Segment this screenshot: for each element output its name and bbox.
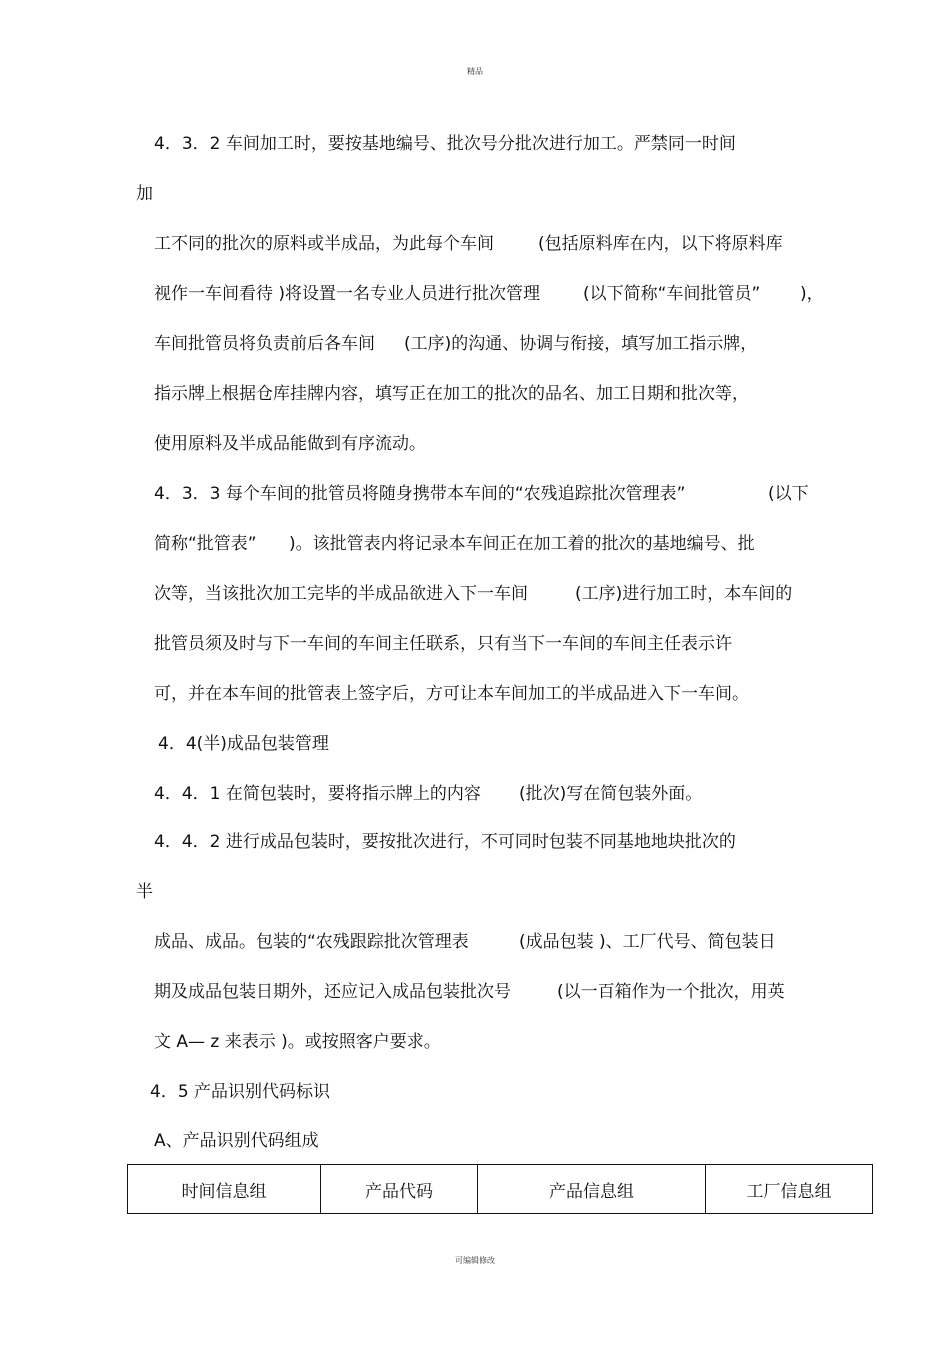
paragraph-4-3-3-line-4: 批管员须及时与下一车间的车间主任联系，只有当下一车间的车间主任表示许 bbox=[154, 634, 732, 654]
paragraph-4-3-2-line-7: 使用原料及半成品能做到有序流动。 bbox=[154, 434, 426, 454]
line-segment: (以下简称“车间批管员” bbox=[583, 284, 761, 304]
subsection-a-heading: A、产品识别代码组成 bbox=[154, 1131, 319, 1151]
paragraph-4-4-2-line-5: 文 A— z 来表示 )。或按照客户要求。 bbox=[154, 1032, 441, 1052]
table-cell-product-code: 产品代码 bbox=[321, 1165, 478, 1213]
line-segment: 车间批管员将负责前后各车间 bbox=[154, 334, 375, 354]
paragraph-4-3-2-line-2: 加 bbox=[136, 184, 153, 204]
paragraph-4-4-2-line-4 bbox=[0, 982, 950, 1002]
paragraph-4-4-1 bbox=[0, 784, 950, 804]
line-segment: (工序)的沟通、协调与衔接，填写加工指示牌， bbox=[404, 334, 758, 354]
paragraph-4-4-2-line-1: 4．4．2 进行成品包装时，要按批次进行，不可同时包装不同基地地块批次的 bbox=[154, 832, 736, 852]
line-segment: 4．3．3 每个车间的批管员将随身携带本车间的“农残追踪批次管理表” bbox=[154, 484, 686, 504]
table-cell-time-info: 时间信息组 bbox=[128, 1165, 321, 1213]
line-segment: (工序)进行加工时，本车间的 bbox=[575, 584, 793, 604]
section-4-4-heading: 4．4(半)成品包装管理 bbox=[158, 734, 329, 754]
line-segment: 4．4．1 在简包装时，要将指示牌上的内容 bbox=[154, 784, 481, 804]
line-segment: (包括原料库在内，以下将原料库 bbox=[538, 234, 783, 254]
paragraph-4-3-3-line-5: 可，并在本车间的批管表上签字后，方可让本车间加工的半成品进入下一车间。 bbox=[154, 684, 749, 704]
line-segment: 工不同的批次的原料或半成品，为此每个车间 bbox=[154, 234, 494, 254]
product-code-table bbox=[127, 1164, 873, 1214]
page-header: 精品 bbox=[467, 67, 483, 76]
page-footer: 可编辑修改 bbox=[455, 1256, 495, 1265]
paragraph-4-4-2-line-2: 半 bbox=[136, 882, 153, 902]
line-segment: 期及成品包装日期外，还应记入成品包装批次号 bbox=[154, 982, 511, 1002]
section-4-5-heading: 4．5 产品识别代码标识 bbox=[150, 1082, 331, 1102]
table-cell-product-info: 产品信息组 bbox=[478, 1165, 706, 1213]
paragraph-4-3-2-line-1: 4．3．2 车间加工时，要按基地编号、批次号分批次进行加工。严禁同一时间 bbox=[154, 134, 736, 154]
line-segment: )， bbox=[800, 284, 824, 304]
paragraph-4-3-2-line-5 bbox=[0, 334, 950, 354]
line-segment: (以下 bbox=[768, 484, 809, 504]
line-segment: 次等，当该批次加工完毕的半成品欲进入下一车间 bbox=[154, 584, 528, 604]
line-segment: 成品、成品。包装的“农残跟踪批次管理表 bbox=[154, 932, 469, 952]
table-cell-factory-info: 工厂信息组 bbox=[746, 1181, 832, 1202]
paragraph-4-4-2-line-3 bbox=[0, 932, 950, 952]
line-segment: (以一百箱作为一个批次，用英 bbox=[557, 982, 785, 1002]
paragraph-4-3-3-line-2 bbox=[0, 534, 950, 554]
line-segment: (成品包装 )、工厂代号、简包装日 bbox=[519, 932, 776, 952]
line-segment: )。该批管表内将记录本车间正在加工着的批次的基地编号、批 bbox=[289, 534, 755, 554]
line-segment: 简称“批管表” bbox=[154, 534, 257, 554]
paragraph-4-3-2-line-4 bbox=[0, 284, 950, 304]
line-segment: 视作一车间看待 )将设置一名专业人员进行批次管理 bbox=[154, 284, 541, 304]
line-segment: (批次)写在简包装外面。 bbox=[519, 784, 703, 804]
paragraph-4-3-3-line-1 bbox=[0, 484, 950, 504]
paragraph-4-3-2-line-6: 指示牌上根据仓库挂牌内容，填写正在加工的批次的品名、加工日期和批次等， bbox=[154, 384, 749, 404]
paragraph-4-3-3-line-3 bbox=[0, 584, 950, 604]
paragraph-4-3-2-line-3 bbox=[0, 234, 950, 254]
